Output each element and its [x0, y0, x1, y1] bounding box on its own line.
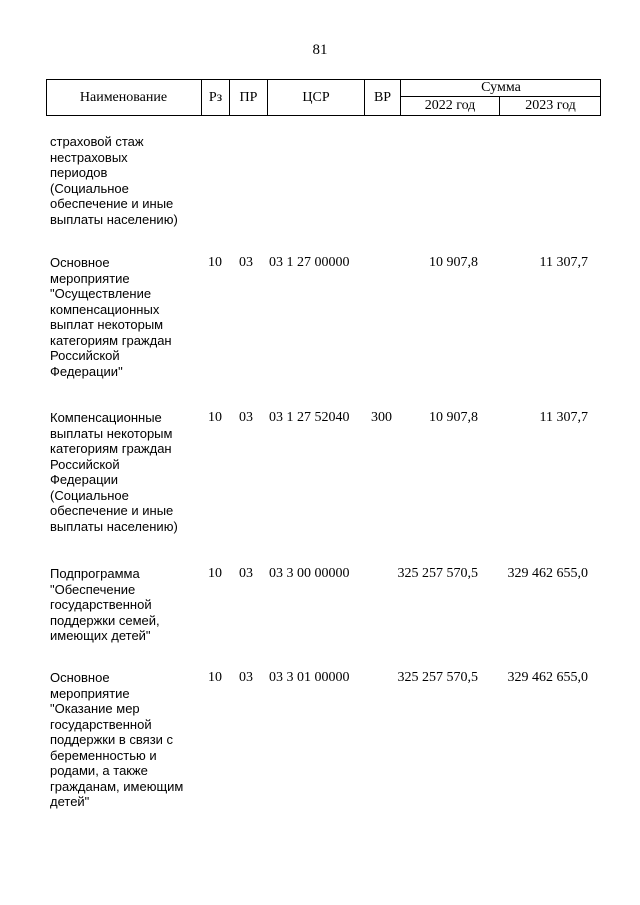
row-pr: 03: [239, 410, 253, 425]
row-pr: 03: [239, 255, 253, 270]
row-name: Основное мероприятие "Оказание мер государственной поддержки в связи с беременностью и родами, а также гражданам, имеющим детей": [50, 670, 184, 809]
header-vr: ВР: [373, 90, 392, 105]
row-sum-2023: 329 462 655,0: [507, 670, 588, 685]
row-name: Компенсационные выплаты некоторым категориям граждан Российской Федерации (Социальное обеспечение и иные выплаты населению): [50, 410, 178, 534]
row-rz: 10: [208, 670, 222, 685]
row-sum-2022: 10 907,8: [429, 255, 478, 270]
row-pr: 03: [239, 670, 253, 685]
row-vr: 300: [371, 410, 392, 425]
header-sum: Сумма: [481, 80, 521, 95]
row-sum-2023: 11 307,7: [539, 410, 588, 425]
header-name: Наименование: [79, 90, 168, 105]
row-rz: 10: [208, 255, 222, 270]
row-rz: 10: [208, 410, 222, 425]
table-header: [46, 79, 601, 116]
row-csr: 03 3 01 00000: [269, 670, 350, 685]
row-sum-2023: 11 307,7: [539, 255, 588, 270]
row-name: страховой стаж нестраховых периодов (Социальное обеспечение и иные выплаты населению): [50, 134, 178, 227]
header-year-2023: 2023 год: [525, 98, 576, 113]
row-csr: 03 1 27 52040: [269, 410, 350, 425]
row-name: Подпрограмма "Обеспечение государственной поддержки семей, имеющих детей": [50, 566, 160, 643]
row-pr: 03: [239, 566, 253, 581]
row-sum-2023: 329 462 655,0: [507, 566, 588, 581]
header-csr: ЦСР: [302, 90, 330, 105]
header-rz: Рз: [208, 90, 223, 105]
row-name: Основное мероприятие "Осуществление компенсационных выплат некоторым категориям граждан Российской Федерации": [50, 255, 172, 379]
header-pr: ПР: [239, 90, 258, 105]
page-number: 81: [312, 42, 328, 58]
row-csr: 03 3 00 00000: [269, 566, 350, 581]
separator-sum: [400, 96, 601, 97]
row-sum-2022: 325 257 570,5: [397, 670, 478, 685]
row-rz: 10: [208, 566, 222, 581]
header-bottom-border: [46, 115, 601, 116]
row-sum-2022: 325 257 570,5: [397, 566, 478, 581]
header-year-2022: 2022 год: [424, 98, 476, 113]
row-csr: 03 1 27 00000: [269, 255, 350, 270]
row-sum-2022: 10 907,8: [429, 410, 478, 425]
